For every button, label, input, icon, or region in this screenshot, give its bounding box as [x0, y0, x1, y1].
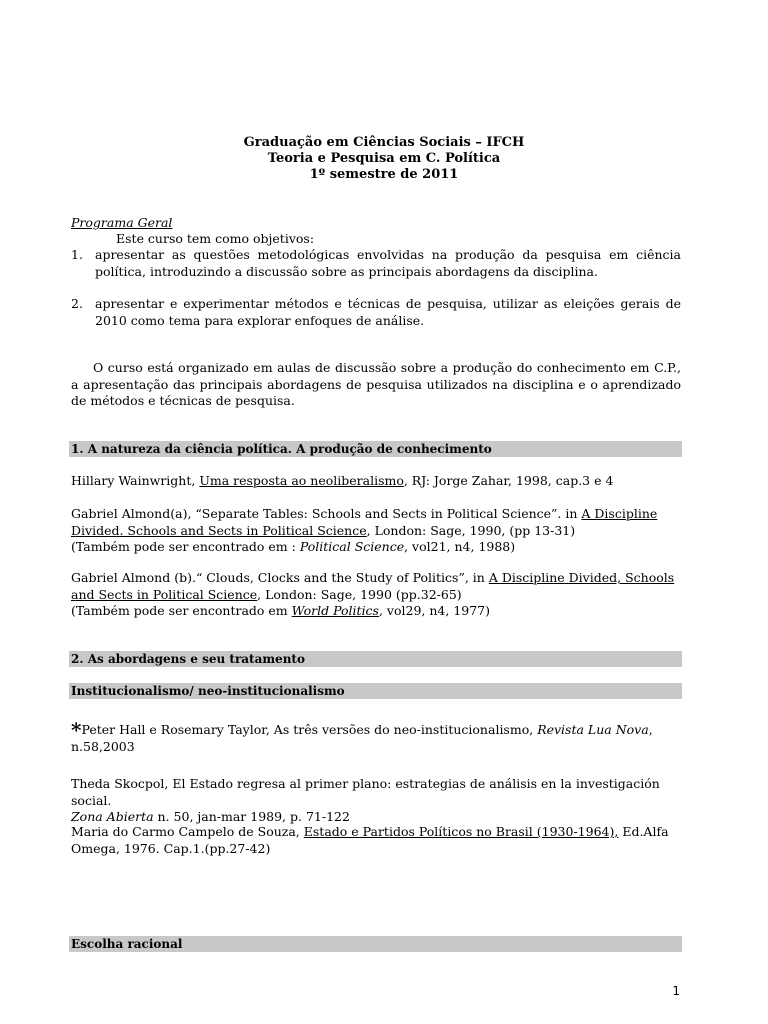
- list-item-text: apresentar as questões metodológicas envolvidas na produção da pesquisa em ciência política, introduzindo a discussão sobre as principais abordagens da disciplina.: [95, 247, 681, 279]
- reference-author: Gabriel Almond(a), “Separate Tables: Schools and Sects in Political Science”. in: [71, 506, 582, 521]
- reference-details: Ed.Alfa Omega, 1976. Cap.1.(pp.27-42): [71, 824, 669, 856]
- reference-book-title: Uma resposta ao neoliberalismo: [199, 473, 404, 488]
- list-item-number: 1.: [71, 247, 83, 262]
- programa-paragraph: O curso está organizado em aulas de discussão sobre a produção do conhecimento em C.P., a apresentação das principais abordagens de pesquisa utilizados na disciplina e o aprendizado de métodos e técnicas de pesquisa.: [71, 360, 681, 408]
- list-item: [71, 247, 681, 280]
- doc-title-line-1: Graduação em Ciências Sociais – IFCH: [243, 135, 525, 150]
- list-item-text: apresentar e experimentar métodos e técnicas de pesquisa, utilizar as eleições gerais de 2010 como tema para explorar enfoques de análise.: [95, 296, 681, 328]
- page-number: 1: [672, 984, 680, 998]
- subsection-heading-institucionalismo: Institucionalismo/ neo-institucionalismo: [69, 683, 682, 699]
- subsection-heading-escolha-racional: Escolha racional: [69, 936, 682, 952]
- section-heading-1: 1. A natureza da ciência política. A produção de conhecimento: [69, 441, 682, 457]
- reference-details: , London: Sage, 1990, (pp 13-31): [366, 522, 576, 538]
- reference-author: Peter Hall e Rosemary Taylor, As três versões do neo-institucionalismo,: [81, 722, 538, 737]
- reference-souza: [71, 824, 683, 857]
- reference-book-title: A Discipline Divided. Schools and Sects in Political Science: [71, 506, 658, 538]
- reference-author: Hillary Wainwright,: [71, 473, 200, 488]
- reference-almond-b: [71, 570, 683, 620]
- programa-title: Programa Geral: [71, 215, 173, 230]
- doc-title-line-3: 1º semestre de 2011: [309, 167, 459, 182]
- reference-journal: Revista Lua Nova: [537, 722, 649, 737]
- reference-note: (Também pode ser encontrado em :: [71, 539, 300, 554]
- reference-wainwright: [71, 473, 683, 490]
- reference-journal: World Politics: [291, 603, 379, 618]
- reference-note-details: , vol21, n4, 1988): [404, 539, 516, 554]
- reference-details: n. 50, jan-mar 1989, p. 71-122: [153, 809, 350, 824]
- list-item-number: 2.: [71, 296, 83, 311]
- reference-details: , RJ: Jorge Zahar, 1998, cap.3 e 4: [403, 473, 614, 488]
- programa-intro: Este curso tem como objetivos:: [116, 231, 315, 246]
- doc-title-line-2: Teoria e Pesquisa em C. Política: [267, 151, 501, 166]
- reference-journal: Political Science: [299, 539, 405, 554]
- reference-book-title: A Discipline Divided, Schools and Sects in Political Science: [71, 570, 675, 602]
- reference-author: Gabriel Almond (b).“ Clouds, Clocks and the Study of Politics”, in: [71, 570, 489, 585]
- reference-skocpol: [71, 776, 683, 826]
- reference-note-details: , vol29, n4, 1977): [378, 603, 491, 618]
- reference-almond-a: [71, 506, 683, 556]
- reference-journal: Zona Abierta: [71, 809, 154, 824]
- reference-author: Maria do Carmo Campelo de Souza,: [71, 824, 304, 839]
- reference-hall-taylor: [71, 718, 683, 755]
- reference-details: , n.58,2003: [71, 722, 653, 754]
- section-heading-2: 2. As abordagens e seu tratamento: [69, 651, 682, 667]
- list-item: [71, 296, 681, 329]
- reference-note: (Também pode ser encontrado em: [71, 603, 292, 618]
- reference-author: Theda Skocpol, El Estado regresa al primer plano: estrategias de análisis en la investigación social.: [71, 776, 660, 808]
- reference-details: , London: Sage, 1990 (pp.32-65): [257, 586, 462, 602]
- asterisk-icon: *: [71, 718, 82, 742]
- reference-book-title: Estado e Partidos Políticos no Brasil (1930-1964),: [303, 824, 619, 839]
